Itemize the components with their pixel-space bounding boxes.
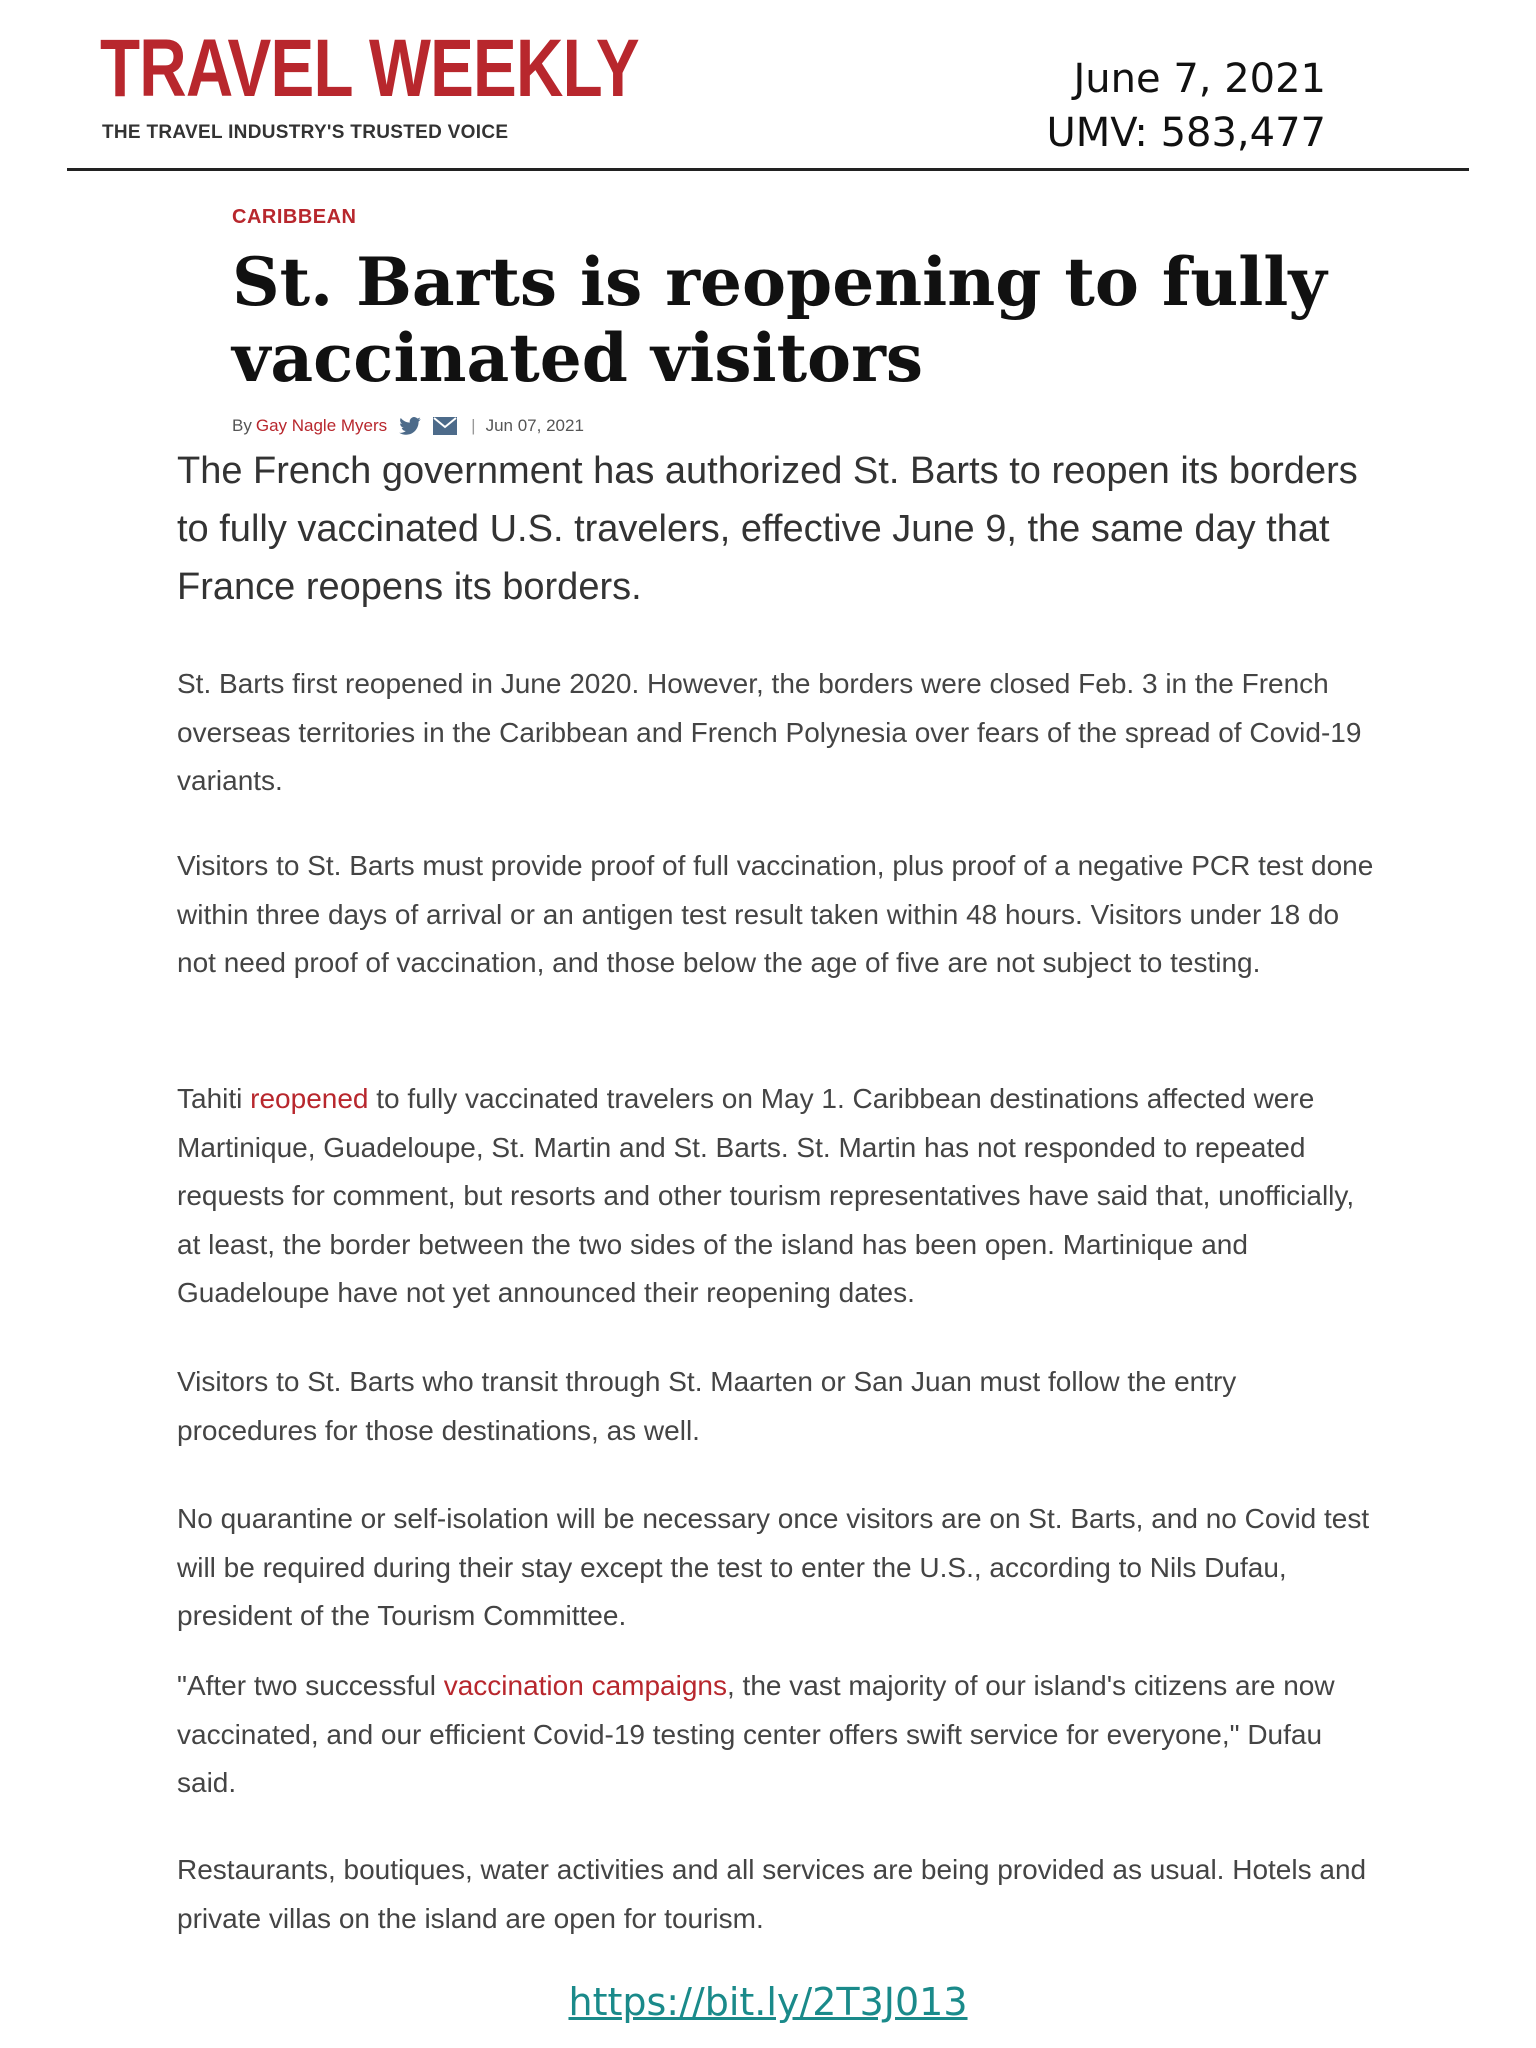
byline xyxy=(232,416,584,436)
reopened-link[interactable]: reopened xyxy=(250,1083,369,1114)
paragraph-4: Visitors to St. Barts who transit through St. Maarten or San Juan must follow the entry procedures for those destinations, as well. xyxy=(177,1366,1237,1446)
paragraph-6 xyxy=(177,1662,1377,1808)
paragraph-2: Visitors to St. Barts must provide proof of full vaccination, plus proof of a negative PCR test done within three days of arrival or an antigen test result taken within 48 hours. Visitors under 18 do not need proof of vaccination, and those below the age of five are not subject to testing. xyxy=(177,850,1374,978)
category-label[interactable]: CARIBBEAN xyxy=(232,206,357,228)
byline-separator: | xyxy=(471,416,476,435)
paragraph-3-text-b: to fully vaccinated travelers on May 1. Caribbean destinations affected were Martinique, Guadeloupe, St. Martin and St. Barts. St. Martin has not responded to repeated requests for comment, but resorts and other tourism representatives have said that, unofficially, at least, the border between the two sides of the island has been open. Martinique and Guadeloupe have not yet announced their reopening dates. xyxy=(177,1083,1355,1308)
article-headline: St. Barts is reopening to fully vaccinated visitors xyxy=(232,243,1327,397)
paragraph-6-text-b: , the vast majority of our island's citizens are now vaccinated, and our efficient Covid-19 testing center offers swift service for everyone," Dufau said. xyxy=(177,1670,1335,1798)
travel-weekly-logo[interactable]: TRAVEL WEEKLY xyxy=(100,23,639,114)
paragraph-6-text-a: "After two successful xyxy=(177,1670,444,1701)
publish-date: Jun 07, 2021 xyxy=(485,416,584,435)
clip-date: June 7, 2021 xyxy=(1073,56,1326,102)
masthead-tagline: THE TRAVEL INDUSTRY'S TRUSTED VOICE xyxy=(102,122,509,143)
paragraph-1: St. Barts first reopened in June 2020. However, the borders were closed Feb. 3 in the French overseas territories in the Caribbean and French Polynesia over fears of the spread of Covid-19 variants. xyxy=(177,668,1362,796)
twitter-icon[interactable] xyxy=(399,417,421,435)
byline-by: By xyxy=(232,416,252,435)
source-url-link[interactable]: https://bit.ly/2T3J013 xyxy=(568,1980,968,2024)
paragraph-3 xyxy=(177,1075,1377,1318)
paragraph-3-text-a: Tahiti xyxy=(177,1083,251,1114)
vaccination-campaigns-link[interactable]: vaccination campaigns xyxy=(443,1670,727,1701)
paragraph-7: Restaurants, boutiques, water activities and all services are being provided as usual. Hotels and private villas on the island are open for tourism. xyxy=(177,1854,1367,1934)
clip-umv: UMV: 583,477 xyxy=(1046,110,1326,156)
author-link[interactable]: Gay Nagle Myers xyxy=(255,416,388,435)
masthead xyxy=(100,23,639,143)
paragraph-5: No quarantine or self-isolation will be necessary once visitors are on St. Barts, and no Covid test will be required during their stay except the test to enter the U.S., according to Nils Dufau, president of the Tourism Committee. xyxy=(177,1503,1370,1631)
header-divider xyxy=(67,168,1469,171)
email-icon[interactable] xyxy=(433,417,457,435)
clip-info xyxy=(1047,52,1327,160)
article-lede: The French government has authorized St. Barts to reopen its borders to fully vaccinated U.S. travelers, effective June 9, the same day that France reopens its borders. xyxy=(177,450,1358,608)
